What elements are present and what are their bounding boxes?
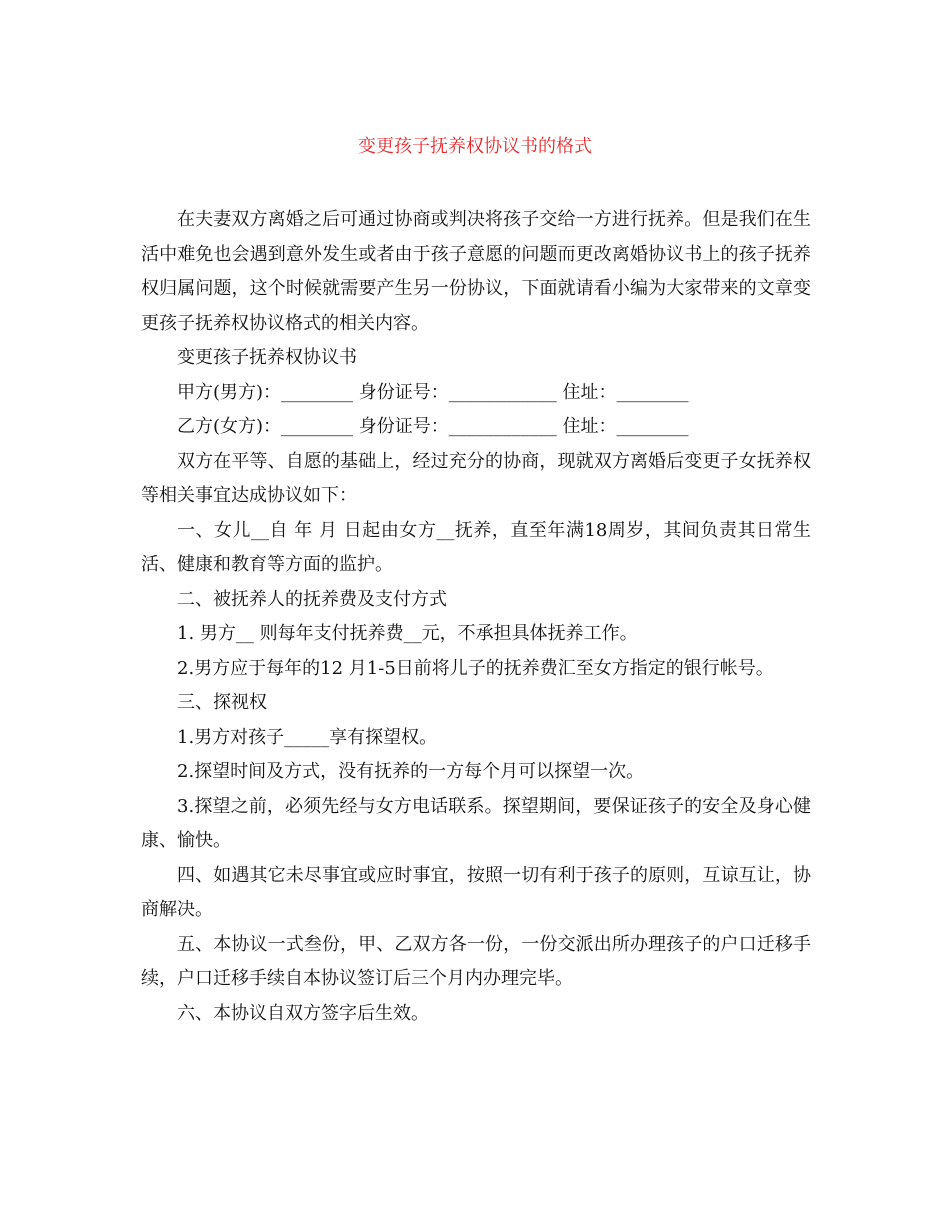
paragraph-clause-3: 三、探视权 [177, 692, 267, 713]
paragraph-clause-6: 六、本协议自双方签字后生效。 [177, 1002, 429, 1024]
paragraph-preamble: 双方在平等、自愿的基础上，经过充分的协商，现就双方离婚后变更子女抚养权等相关事宜达成协议如下： [141, 450, 811, 506]
paragraph-clause-3-item-3: 3.探望之前，必须先经与女方电话联系。探望期间，要保证孩子的安全及身心健康、愉快。 [141, 795, 811, 851]
document-title: 变更孩子抚养权协议书的格式 [358, 136, 592, 157]
paragraph-clause-3-item-2: 2.探望时间及方式，没有抚养的一方每个月可以探望一次。 [177, 761, 645, 782]
paragraph-clause-4: 四、如遇其它未尽事宜或应时事宜，按照一切有利于孩子的原则，互谅互让，协商解决。 [141, 864, 811, 920]
paragraph-clause-1: 一、女儿__自 年 月 日起由女方__抚养，直至年满18周岁，其间负责其日常生活、健康和教育等方面的监护。 [141, 519, 811, 575]
paragraph-agreement-heading: 变更孩子抚养权协议书 [177, 347, 357, 368]
paragraph-clause-2-item-2: 2.男方应于每年的12 月1-5日前将儿子的抚养费汇至女方指定的银行帐号。 [177, 657, 774, 679]
paragraph-clause-5: 五、本协议一式叁份，甲、乙双方各一份，一份交派出所办理孩子的户口迁移手续，户口迁移手续自本协议签订后三个月内办理完毕。 [141, 933, 811, 989]
document-body [141, 203, 811, 1031]
paragraph-clause-3-item-1: 1.男方对孩子_____享有探望权。 [177, 726, 438, 748]
paragraph-intro: 在夫妻双方离婚之后可通过协商或判决将孩子交给一方进行抚养。但是我们在生活中难免也会遇到意外发生或者由于孩子意愿的问题而更改离婚协议书上的孩子抚养权归属问题，这个时候就需要产生另一份协议，下面就请看小编为大家带来的文章变更孩子抚养权协议格式的相关内容。 [141, 209, 811, 334]
paragraph-party-a: 甲方(男方)：________ 身份证号：____________ 住址：________ [177, 381, 689, 403]
paragraph-party-b: 乙方(女方)：________ 身份证号：____________ 住址：________ [177, 416, 689, 437]
paragraph-clause-2-item-1: 1. 男方__ 则每年支付抚养费__元，不承担具体抚养工作。 [177, 623, 638, 644]
paragraph-clause-2: 二、被抚养人的抚养费及支付方式 [177, 588, 447, 610]
